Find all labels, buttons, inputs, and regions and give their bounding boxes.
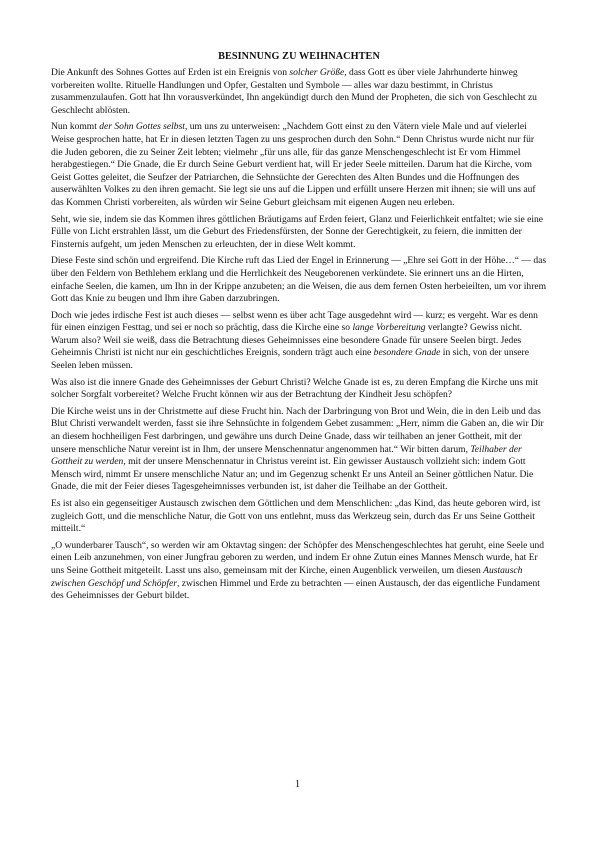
paragraph <box>51 310 547 373</box>
paragraph-text: , um uns zu unterweisen: „Nachdem Gott einst zu den Vätern viele Male und auf vielerlei Weise gesprochen hatte, hat Er in diesen letzten Tagen zu uns gesprochen durch den Sohn.“ Denn Christus wurde nicht nur für die Juden geboren, die zu Seiner Zeit lebten; vielmehr „für uns alle, für das ganze Menschengeschlecht ist Er vom Himmel herabgestiegen.“ Die Gnade, die Er durch Seine Geburt verdient hat, will Er jeder Seele mitteilen. Darum hat die Kirche, vom Geist Gottes geleitet, die Seufzer der Patriarchen, die Sehnsüchte der Gerechten des Alten Bundes und die Hoffnungen des auserwählten Volkes zu den ihren gemacht. Sie legt sie uns auf die Lippen und erfüllt unsere Herzen mit ihnen; sie will uns auf das Kommen Christi vorbereiten, als würden wir Seine Geburt gleichsam mit eigenen Augen neu erleben. <box>51 121 536 208</box>
paragraph <box>51 377 547 402</box>
paragraph-text: Doch wie jedes irdische Fest ist auch dieses — selbst wenn es über acht Tage ausgedehnt wird — kurz; es vergeht. War es denn für einen einzigen Festtag, und sei er noch so prächtig, dass die Kirche eine so <box>51 309 538 334</box>
paragraph-text: Es ist also ein gegenseitiger Austausch zwischen dem Göttlichen und dem Menschlichen: „das Kind, das heute geboren wird, ist zugleich Gott, und die menschliche Natur, die Gott von uns entlehnt, muss das Werkzeug sein, durch das Er uns Seine Gottheit mitteilt.“ <box>51 498 541 535</box>
paragraph <box>51 406 547 494</box>
paragraph-text: Nun kommt <box>51 121 100 133</box>
paragraph <box>51 214 547 252</box>
paragraph <box>51 255 547 305</box>
emphasis-text: der Sohn Gottes selbst <box>99 121 185 133</box>
emphasis-text: besondere Gnade <box>373 347 441 359</box>
paragraph <box>51 498 547 536</box>
paragraph-text: Diese Feste sind schön und ergreifend. Die Kirche ruft das Lied der Engel in Erinnerung — „Ehre sei Gott in der Höhe…“ — das über den Feldern von Bethlehem erklang und die Herrlichkeit des Neugeborenen verkündete. Sie erinnert uns an die Hirten, einfache Seelen, die kamen, um Ihn in der Krippe anzubeten; an die Weisen, die aus dem fernen Osten herbeieilten, um vor ihrem Gott das Knie zu beugen und Ihm ihre Gaben darzubringen. <box>51 255 547 305</box>
emphasis-text: solcher Größe <box>289 67 345 78</box>
emphasis-text: lange Vorbereitung <box>352 322 426 334</box>
emphasis-text: Austausch zwischen Geschöpf und Schöpfer <box>51 564 523 589</box>
document-title: BESINNUNG ZU WEIHNACHTEN <box>218 51 380 62</box>
paragraph-text: Seht, wie sie, indem sie das Kommen ihres göttlichen Bräutigams auf Erden feiert, Glanz und Feierlichkeit entfaltet; wie sie eine Fülle von Licht erstrahlen lässt, um die Geburt des Friedensfürsten, der Sonne der Gerechtigkeit, zu feiern, die inmitten der Finsternis aufgeht, um jeden Menschen zu erleuchten, der in diese Welt kommt. <box>51 213 544 250</box>
emphasis-text: Teilhaber der Gottheit zu werden <box>51 443 522 468</box>
paragraph <box>51 67 547 117</box>
paragraph-text: in sich, von der unsere Seelen leben müssen. <box>51 347 529 372</box>
document-page <box>51 50 547 607</box>
document-body <box>51 67 547 603</box>
paragraph-text: Die Kirche weist uns in der Christmette auf diese Frucht hin. Nach der Darbringung von Brot und Wein, die in den Leib und das Blut Christi verwandelt werden, fasst sie ihre Sehnsüchte in folgendem Gebet zusammen: „Herr, nimm die Gaben an, die wir Dir an diesem hochheiligen Fest darbringen, und gewähre uns durch Deine Gnade, dass wir teilhaben an jener Gottheit, mit der unsere menschliche Natur vereint ist in Ihm, der unsere Menschennatur angenommen hat.“ Wir bitten darum, <box>51 405 544 455</box>
paragraph-text: Was also ist die innere Gnade des Geheimnisses der Geburt Christi? Welche Gnade ist es, zu deren Empfang die Kirche uns mit solcher Sorgfalt vorbereitet? Welche Frucht können wir aus der Betrachtung der Kindheit Jesu schöpfen? <box>51 376 539 401</box>
paragraph <box>51 540 547 603</box>
paragraph-text: Die Ankunft des Sohnes Gottes auf Erden ist ein Ereignis von <box>51 67 290 78</box>
paragraph-text: , dass Gott es über viele Jahrhunderte hinweg vorbereiten wollte. Rituelle Handlungen und Opfer, Gestalten und Symbole — alles war dazu bestimmt, in Christus zusammenzulaufen. Gott hat Ihn vorausverkündet, Ihn angekündigt durch den Mund der Propheten, die sich von Geschlecht zu Geschlecht ablösten. <box>51 67 537 116</box>
page-number: 1 <box>294 779 301 790</box>
paragraph-text: verlangte? Gewiss nicht. Warum also? Weil sie weiß, dass die Betrachtung dieses Geheimnisses eine besondere Gnade für unsere Seelen birgt. Jedes Geheimnis Christi ist nicht nur ein geschichtliches Ereignis, sondern trägt auch eine <box>51 322 523 359</box>
paragraph <box>51 121 547 209</box>
paragraph-text: , mit der unsere Menschennatur in Christus vereint ist. Ein gewisser Austausch vollzieht sich: indem Gott Mensch wird, nimmt Er unsere menschliche Natur an; und im Gegenzug schenkt Er uns Anteil an Seiner göttlichen Natur. Die Gnade, die mit der Feier dieses Tagesgeheimnisses verbunden ist, ist daher die Teilhabe an der Gottheit. <box>51 456 534 493</box>
paragraph-text: „O wunderbarer Tausch“, so werden wir am Oktavtag singen: der Schöpfer des Menschengeschlechtes hat geruht, eine Seele und einen Leib anzunehmen, von einer Jungfrau geboren zu werden, und indem Er ohne Zutun eines Mannes Mensch wurde, hat Er uns Seine Gottheit mitgeteilt. Lasst uns also, gemeinsam mit der Kirche, einen Augenblick verweilen, um diesen <box>51 539 545 576</box>
paragraph-text: , zwischen Himmel und Erde zu betrachten — einen Austausch, der das eigentliche Fundament des Geheimnisses der Geburt bildet. <box>51 577 540 602</box>
